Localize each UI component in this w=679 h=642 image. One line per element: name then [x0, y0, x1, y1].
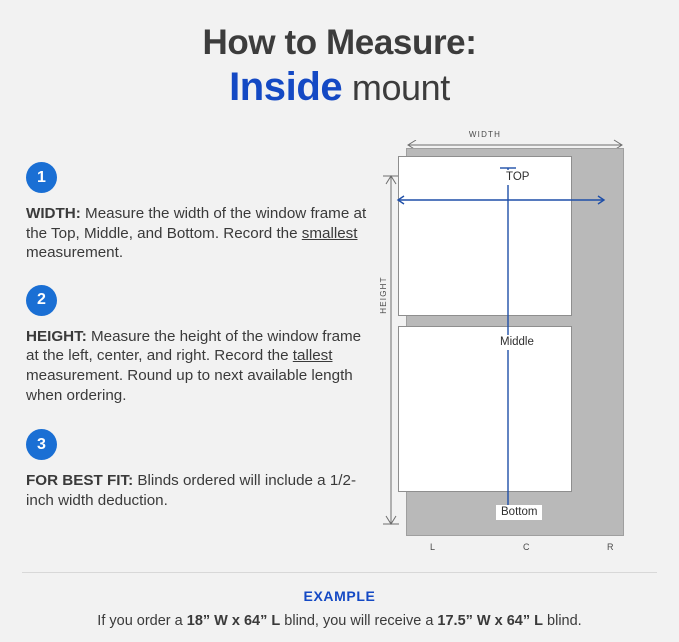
example-text-a: If you order a [97, 613, 187, 629]
step-text-1-a: Measure the width of the window frame at the Top, Middle, and Bottom. Record the [26, 205, 367, 242]
window-tag-bottom: Bottom [496, 505, 542, 520]
example-footer [0, 586, 679, 632]
step-label-1: WIDTH: [26, 205, 81, 222]
step-item-3 [26, 429, 376, 510]
title-accent-word: Inside [229, 65, 343, 109]
width-dimension-label: WIDTH [376, 130, 594, 140]
step-underline-1: smallest [301, 224, 358, 242]
step-text-3-a: Blinds ordered will include a 1/2-inch width deduction. [26, 472, 357, 509]
example-title: EXAMPLE [303, 588, 376, 604]
step-item-1 [26, 162, 376, 263]
step-text-2-a: Measure the height of the window frame at the left, center, and right. Record the [26, 327, 362, 365]
step-label-3: FOR BEST FIT: [26, 472, 134, 490]
step-label-2: HEIGHT: [26, 327, 87, 345]
example-text-c: blind. [543, 613, 582, 629]
window-tag-top: TOP [501, 170, 534, 185]
step-badge-3: 3 [26, 429, 57, 460]
steps-list [26, 162, 376, 528]
step-text-1 [26, 204, 376, 263]
axis-letter-left: L [430, 542, 436, 552]
step-underline-2: tallest [292, 347, 333, 365]
step-badge-2: 2 [26, 285, 57, 316]
example-text-b: blind, you will receive a [280, 613, 438, 629]
axis-letter-right: R [607, 542, 614, 552]
title-mount-word: mount [342, 67, 450, 108]
example-bold-a: 18” W x 64” L [186, 613, 281, 629]
step-text-2 [26, 327, 376, 405]
page-title [0, 22, 679, 112]
axis-letter-center: C [523, 542, 530, 552]
footer-divider [22, 572, 657, 573]
example-bold-b: 17.5” W x 64” L [437, 613, 543, 629]
window-diagram [376, 130, 656, 560]
window-tag-middle: Middle [495, 335, 539, 350]
step-text-3 [26, 471, 376, 510]
title-line-2 [0, 64, 679, 112]
height-dimension-label: HEIGHT [379, 265, 389, 325]
title-line-1: How to Measure: [202, 23, 477, 62]
step-text-1-b: measurement. [26, 244, 124, 262]
example-text [0, 610, 679, 632]
step-badge-1: 1 [26, 162, 57, 193]
step-text-2-b: measurement. Round up to next available length when ordering. [26, 366, 353, 404]
step-item-2 [26, 285, 376, 405]
